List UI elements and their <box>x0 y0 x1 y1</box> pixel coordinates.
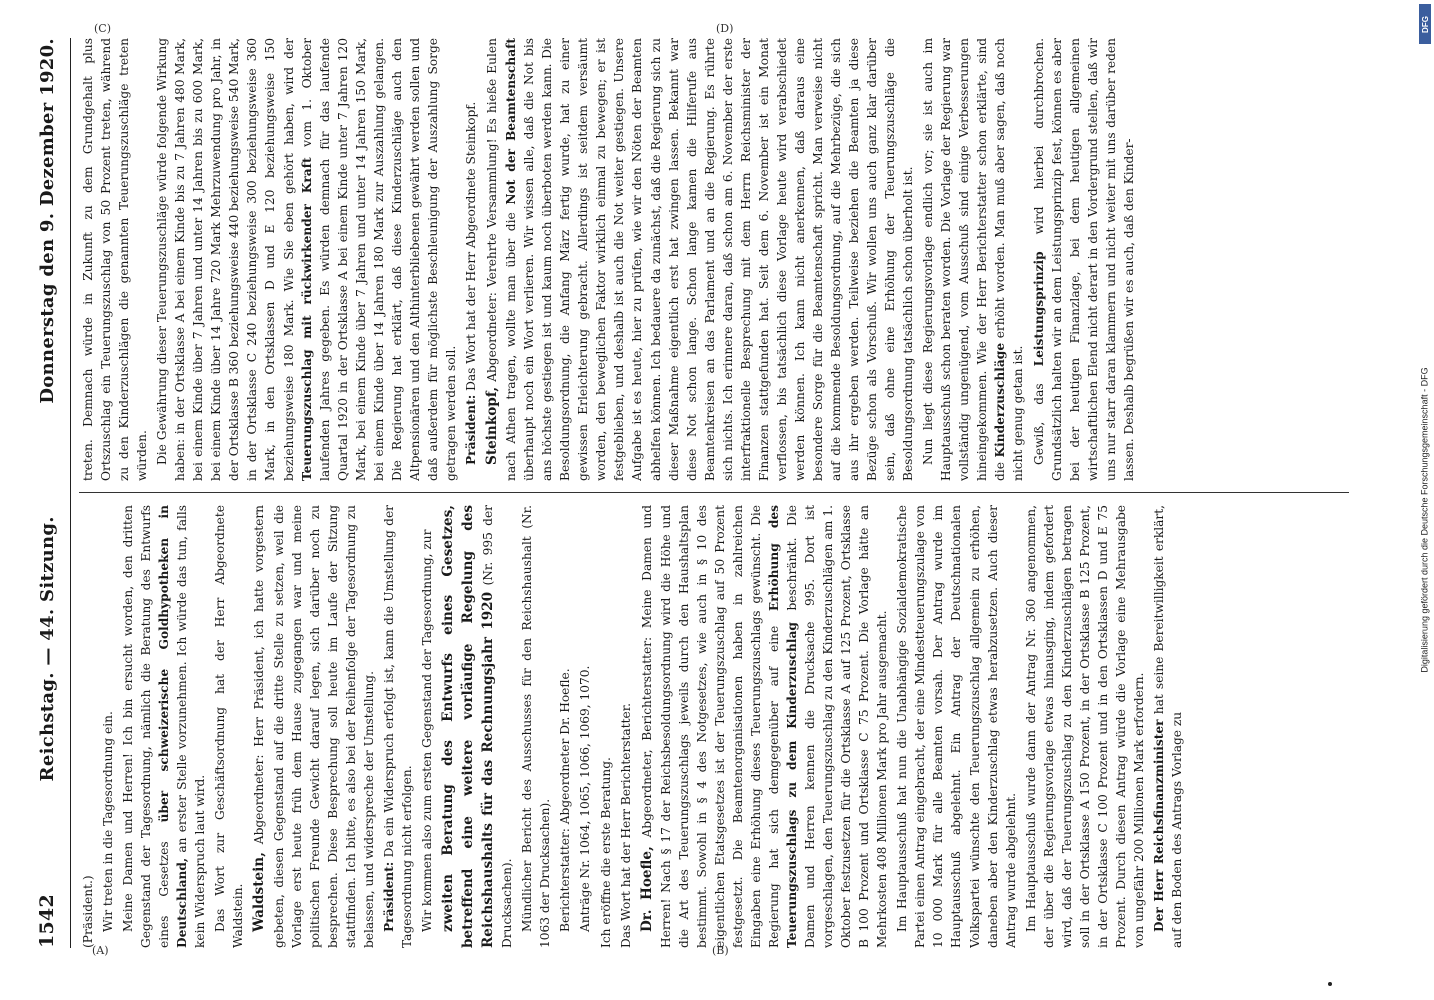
paragraph: Gewiß, das Leistungsprinzip wird hierbei durchbrochen. Grundsätzlich halten wir an dem Leistungsprinzip fest, können es aber bei der heutigen Finanzlage, bei dem heutigen allgemeinen wirtschaftlichen Elend nicht derart in den Vordergrund stellen, daß wir uns nur starr daran klammern und nicht weiter mit uns darüber reden lassen. Deshalb begrüßen wir es auch, daß den Kinder- <box>1031 38 1136 481</box>
speaker-ref: (Präsident.) <box>81 875 95 948</box>
margin-marker-d: (D) <box>716 22 734 35</box>
paragraph: Im Hauptausschuß wurde dann der Antrag Nr. 360 angenommen, der über die Regierungsvorlage etwas hinausging, indem gefordert wird, daß der Teuerungszuschlag zu den Kinderzuschlägen betragen soll in der Ortsklasse A 150 Prozent, in der Ortsklasse B 125 Prozent, in der Ortsklasse C 100 Prozent und in den Ortsklassen D und E 75 Prozent. Durch diesen Antrag würde die Vorlage eine Mehrausgabe von ungefähr 200 Millionen Mark erfordern. <box>1023 505 1146 948</box>
speaker-name: Präsident: <box>463 394 478 465</box>
speaker-name: Steinkopf, <box>484 386 501 465</box>
paragraph: Präsident: Da ein Widerspruch erfolgt ist, kann die Umstellung der Tagesordnung nicht erfolgen. <box>381 505 414 948</box>
paragraph: Das Wort hat der Herr Berichterstatter. <box>618 702 633 948</box>
bill-title: über schweizerische Goldhypotheken in Deutschland, <box>157 505 190 948</box>
paragraph: treten. Demnach würde in Zukunft zu dem Grundgehalt plus Ortszuschlag ein Teuerungszuschlag von 50 Prozent treten, während zu den Kinderzuschlägen die genannten Teuerungszuschläge treten würden. <box>81 38 150 481</box>
paragraph: Wir kommen also zum ersten Gegenstand der Tagesordnung, zur <box>419 529 434 932</box>
margin-marker-a: (A) <box>92 944 109 957</box>
dfg-logo: DFG <box>1419 4 1431 44</box>
paragraph: Meine Damen und Herren! Ich bin ersucht worden, den dritten Gegenstand der Tagesordnung, nämlich die Beratung des Entwurfs eines Gesetzes über schweizerische Goldhypotheken in Deutschland, an erster Stelle vorzunehmen. Ich würde das tun, falls kein Widerspruch laut wird. <box>121 505 208 948</box>
left-column <box>79 505 1349 948</box>
page-header <box>36 38 71 948</box>
page-number: 1542 <box>36 893 58 948</box>
scan-speck <box>1328 982 1332 986</box>
speaker-name: Waldstein, <box>251 852 268 932</box>
paragraph: Der Herr Reichsfinanzminister hat seine Bereitwilligkeit erklärt, auf den Boden des Antrags Vorlage zu <box>1151 505 1185 948</box>
session-title: Reichstag. — 44. Sitzung. <box>37 516 58 782</box>
paragraph: Das Wort zur Geschäftsordnung hat der Herr Abgeordnete Waldstein. <box>213 505 246 948</box>
paragraph: Waldstein, Abgeordneter: Herr Präsident, ich hatte vorgestern gebeten, diesen Gegenstand auf die dritte Stelle zu setzen, weil die Vorlage erst heute früh dem Hause zugegangen war und meine politischen Freunde Gewicht darauf legen, sich darüber noch zu besprechen. Diese Besprechung soll heute im Laufe der Sitzung stattfinden. Ich bitte, es also bei der Reihenfolge der Tagesordnung zu belassen, und widerspreche der Umstellung. <box>251 505 376 948</box>
session-date: Donnerstag den 9. Dezember 1920. <box>37 38 58 404</box>
paragraph: Im Hauptausschuß hat nun die Unabhängige Sozialdemokratische Partei einen Antrag eingebracht, der eine Mindestteuerungszulage von 10 000 Mark für alle Beamten vorsah. Der Antrag wurde im Hauptausschuß abgelehnt. Ein Antrag der Deutschnationalen Volkspartei wünschte den Teuerungszuschlag allgemein zu erhöhen, daneben aber den Kinderzuschlag etwas herabzusetzen. Auch dieser Antrag wurde abgelehnt. <box>895 505 1018 948</box>
text-columns <box>79 38 1349 948</box>
paragraph: Ich eröffne die erste Beratung. <box>598 757 613 948</box>
paragraph: Steinkopf, Abgeordneter: Verehrte Versammlung! Es hieße Eulen nach Athen tragen, wollte man über die Not der Beamtenschaft überhaupt noch ein Wort verlieren. Wir wissen alle, daß die Not bis ans höchste gestiegen ist und kaum noch überboten werden kann. Die Besoldungsordnung, die Anfang März fertig wurde, hat zu einer gewissen Erleichterung gebracht. Allerdings ist seitdem versäumt worden, den beweglichen Faktor wirklich einmal zu bewegen; er ist festgeblieben, und deshalb ist auch die Not weiter gestiegen. Unsere Aufgabe ist es heute, hier zu prüfen, wie wir den Nöten der Beamten abhelfen können. Ich bedauere da zunächst, daß die Regierung sich zu dieser Maßnahme eigentlich erst hat zwingen lassen. Bekannt war diese Not schon lange. Schon lange kamen die Hilferufe aus Beamtenkreisen an das Parlament und an die Regierung. Es rührte sich nichts. Ich erinnere daran, daß schon am 6. November der erste interfraktionelle Besprechung mit dem Herrn Reichsminister der Finanzen stattgefunden hat. Seit dem 6. November ist ein Monat verflossen, bis tatsächlich diese Vorlage heute wird verabschiedet werden können. Ich kann nicht anerkennen, daß daraus eine besondere Sorge für die Beamtenschaft spricht. Man verweise nicht auf die kommende Besoldungsordnung, auf die Mehrbezüge, die sich aus ihr ergeben werden. Teilweise beziehen die Beamten ja diese Bezüge schon als Vorschuß. Wir wollen uns auch ganz klar darüber sein, daß ohne eine Erhöhung der Teuerungszuschläge die Besoldungsordnung tatsächlich schon überholt ist. <box>484 38 916 481</box>
right-column <box>79 38 1349 481</box>
margin-marker-b: (B) <box>712 944 729 957</box>
paragraph: Wir treten in die Tagesordnung ein. <box>101 711 116 932</box>
paragraph: Anträge Nr. 1064, 1065, 1066, 1069, 1070. <box>578 665 593 932</box>
speaker-name: Präsident: <box>381 861 396 932</box>
speaker-name: Dr. Hoefle, <box>638 846 655 932</box>
paragraph: Dr. Hoefle, Abgeordneter, Berichterstatter: Meine Damen und Herren! Nach § 17 der Reichsbesoldungsordnung wird die Höhe und die Art des Teuerungszuschlags jeweils durch den Haushaltsplan bestimmt. Sowohl in § 4 des Notgesetzes, wie auch in § 10 des eigentlichen Etatsgesetzes ist der Teuerungszuschlag auf 50 Prozent festgesetzt. Die Beamtenorganisationen haben in zahlreichen Eingaben eine Erhöhung dieses Teuerungszuschlags gewünscht. Die Regierung hat sich demgegenüber auf eine Erhöhung des Teuerungszuschlags zu dem Kinderzuschlag beschränkt. Die Damen und Herren kennen die Drucksache 995. Dort ist vorgeschlagen, den Teuerungszuschlag zu den Kinderzuschlägen am 1. Oktober festzusetzen für die Ortsklasse A auf 125 Prozent, Ortsklasse B 100 Prozent und Ortsklasse C 75 Prozent. Die Vorlage hätte an Mehrkosten 408 Millionen Mark pro Jahr ausgemacht. <box>638 505 890 948</box>
paragraph: Berichterstatter: Abgeordneter Dr. Hoefle. <box>558 668 573 932</box>
paragraph: Präsident: Das Wort hat der Herr Abgeordnete Steinkopf. <box>463 101 478 465</box>
paragraph: Nun liegt diese Regierungsvorlage endlich vor; sie ist auch im Hauptausschuß schon beraten worden. Die Vorlage der Regierung war vollständig ungenügend, vom Ausschuß sind einige Verbesserungen hineingekommen. Wie der Herr Berichterstatter schon erklärte, sind die Kinderzuschläge erhöht worden. Man muß aber sagen, daß noch nicht genug getan ist. <box>921 38 1026 481</box>
agenda-item: zweiten Beratung des Entwurfs eines Gesetzes, betreffend eine weitere vorläufige Regelung des Reichshaushalts für das Rechnungsjahr 1920 (Nr. 995 der Drucksachen). <box>439 505 515 948</box>
paragraph: Die Gewährung dieser Teuerungszuschläge würde folgende Wirkung haben: in der Ortsklasse A bei einem Kinde bis zu 7 Jahren 480 Mark, bei einem Kinde über 7 Jahren und unter 14 Jahren bis zu 600 Mark, bei einem Kinde über 14 Jahre 720 Mark Mehrzuwendung pro Jahr, in der Ortsklasse B 360 beziehungsweise 440 beziehungsweise 540 Mark, in der Ortsklasse C 240 beziehungsweise 300 beziehungsweise 360 Mark, in den Ortsklassen D und E 120 beziehungsweise 150 beziehungsweise 180 Mark. Wie Sie eben gehört haben, wird der Teuerungszuschlag mit rückwirkender Kraft vom 1. Oktober laufenden Jahres gegeben. Es würden demnach für das laufende Quartal 1920 in der Ortsklasse A bei einem Kinde unter 7 Jahren 120 Mark, bei einem Kinde über 7 Jahren und unter 14 Jahren 150 Mark, bei einem Kinde über 14 Jahren 180 Mark zur Auszahlung gelangen. Die Regierung hat erklärt, daß diese Kinderzuschläge auch den Altpensionären und den Althinterbliebenen gewährt werden sollen und daß außerdem für möglichste Beschleunigung der Auszahlung Sorge getragen werden soll. <box>155 38 458 481</box>
digitization-credit: Digitalisierung gefördert durch die Deutsche Forschungsgemeinschaft - DFG <box>1420 367 1430 673</box>
paragraph: Mündlicher Bericht des Ausschusses für den Reichshaushalt (Nr. 1063 der Drucksachen). <box>520 505 553 948</box>
margin-marker-c: (C) <box>94 22 111 35</box>
document-page <box>20 20 1366 980</box>
